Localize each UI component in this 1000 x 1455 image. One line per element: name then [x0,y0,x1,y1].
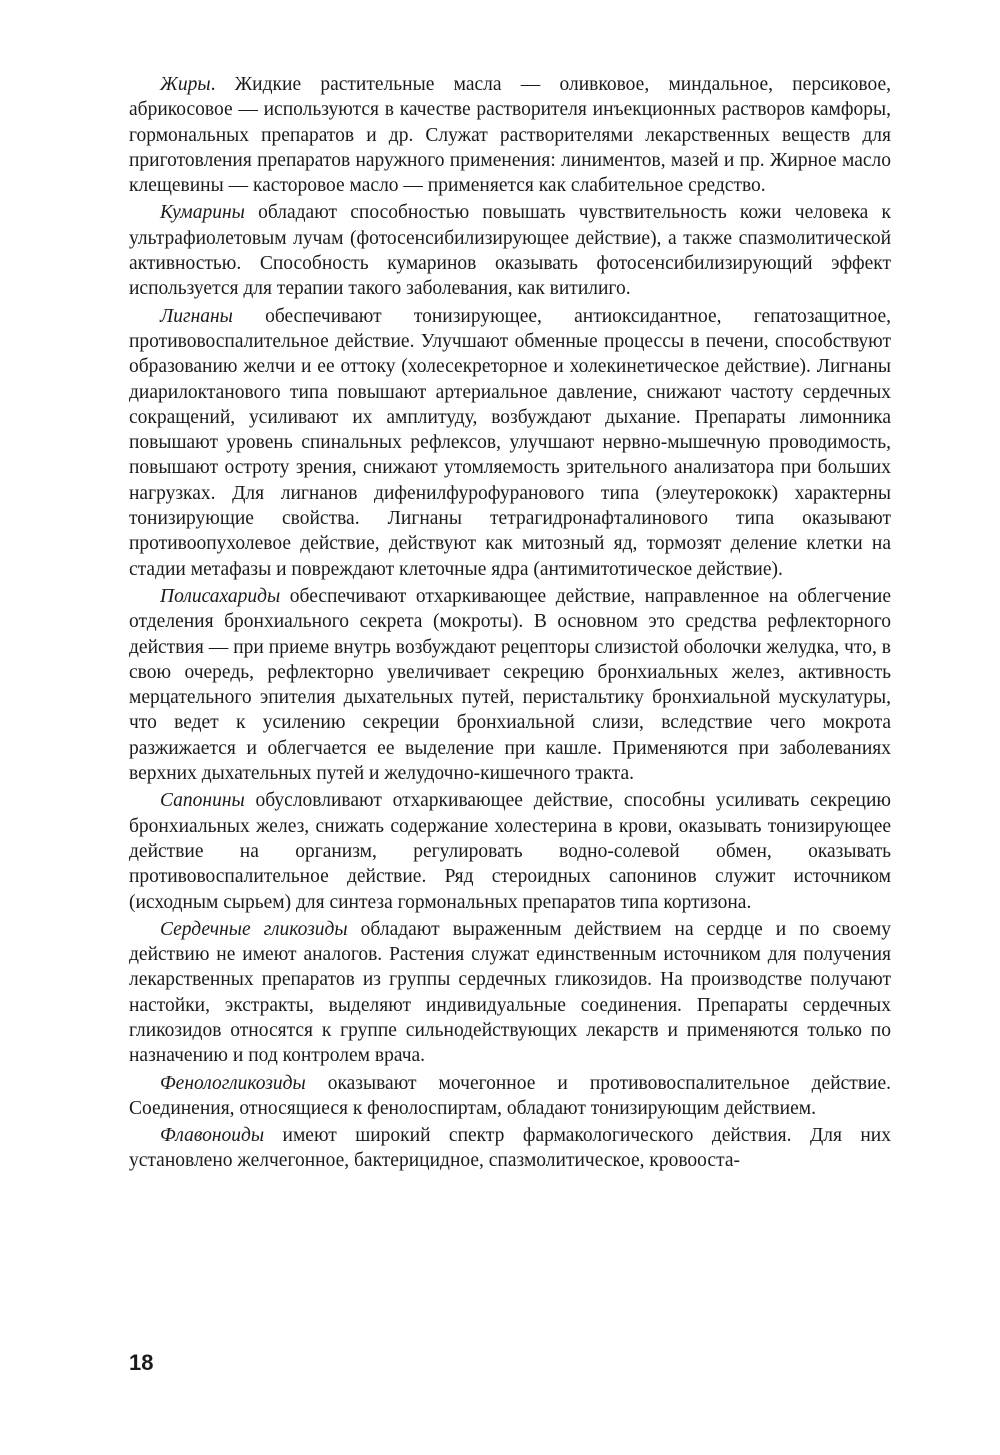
term-fats: Жиры [160,74,211,95]
paragraph-coumarins [129,200,891,301]
paragraph-polysaccharides [129,584,891,786]
paragraph-text: . Жидкие растительные масла — оливковое, миндальное, персиковое, абрикосовое — используются в качестве растворителя инъекционных растворов камфоры, гормональных препаратов и др. Служат растворителями лекарственных веществ для приготовления препаратов наружного применения: линиментов, мазей и пр. Жирное масло клещевины — касторовое масло — применяется как слабительное средство. [129,74,891,197]
paragraph-saponins [129,788,891,914]
term-saponins: Сапонины [160,790,245,812]
paragraph-text: обеспечивают отхаркивающее действие, направленное на облегчение отделения бронхиального секрета (мокроты). В основном это средства рефлекторного действия — при приеме внутрь возбуждают рецепторы слизистой оболочки желудка, что, в свою очередь, рефлекторно увеличивает секрецию бронхиальных желез, активность мерцательного эпителия дыхательных путей, перистальтику бронхиальной мускулатуры, что ведет к усилению секреции бронхиальной слизи, вследствие чего мокрота разжижается и облегчается ее выделение при кашле. Применяются при заболеваниях верхних дыхательных путей и желудочно-кишечного тракта. [129,585,891,785]
paragraph-fats [129,72,891,198]
term-polysaccharides: Полисахариды [160,585,281,607]
paragraph-lignans [129,304,891,582]
term-coumarins: Кумарины [160,202,245,224]
term-cardiac-glycosides: Сердечные гликозиды [160,918,348,940]
paragraph-text: обусловливают отхаркивающее действие, способны усиливать секрецию бронхиальных желез, снижать содержание холестерина в крови, оказывать тонизирующее действие на организм, регулировать водно-солевой обмен, оказывать противовоспалительное действие. Ряд стероидных сапонинов служит источником (исходным сырьем) для синтеза гормональных препаратов типа кортизона. [129,790,891,913]
paragraph-phenol-glycosides [129,1071,891,1122]
paragraph-text: обеспечивают тонизирующее, антиоксидантное, гепатозащитное, противовоспалительное действие. Улучшают обменные процессы в печени, способствуют образованию желчи и ее оттоку (холесекреторное и холекинетическое действие). Лигнаны диарилоктанового типа повышают артериальное давление, снижают частоту сердечных сокращений, усиливают их амплитуду, возбуждают дыхание. Препараты лимонника повышают уровень спинальных рефлексов, улучшают нервно-мышечную проводимость, повышают остроту зрения, снижают утомляемость зрительного анализатора при больших нагрузках. Для лигнанов дифенилфурофуранового типа (элеутерококк) характерны тонизирующие свойства. Лигнаны тетрагидронафталинового типа оказывают противоопухолевое действие, действуют как митозный яд, тормозят деление клетки на стадии метафазы и повреждают клеточные ядра (антимитотическое действие). [129,305,891,580]
paragraph-text: обладают выраженным действием на сердце и по своему действию не имеют аналогов. Растения служат единственным источником для получения лекарственных препаратов из группы сердечных гликозидов. На производстве получают настойки, экстракты, выделяют индивидуальные соединения. Препараты сердечных гликозидов относятся к группе сильнодействующих лекарств и применяются только по назначению и под контролем врача. [129,918,891,1067]
paragraph-text: оказывают мочегонное и противовоспалительное действие. Соединения, относящиеся к фенолоспиртам, обладают тонизирующим действием. [129,1072,891,1119]
term-flavonoids: Флавоноиды [160,1125,265,1147]
term-phenol-glycosides: Фенологликозиды [160,1072,306,1094]
page-number: 18 [129,1350,154,1375]
page-body [129,72,891,1176]
paragraph-text: обладают способностью повышать чувствительность кожи человека к ультрафиолетовым лучам (фотосенсибилизирующее действие), а также спазмолитической активностью. Способность кумаринов оказывать фотосенсибилизирующий эффект используется для терапии такого заболевания, как витилиго. [129,202,891,300]
paragraph-cardiac-glycosides [129,917,891,1069]
term-lignans: Лигнаны [160,305,233,327]
paragraph-flavonoids [129,1123,891,1174]
paragraph-text: имеют широкий спектр фармакологического действия. Для них установлено желчегонное, бактерицидное, спазмолитическое, кровооста- [129,1125,891,1172]
